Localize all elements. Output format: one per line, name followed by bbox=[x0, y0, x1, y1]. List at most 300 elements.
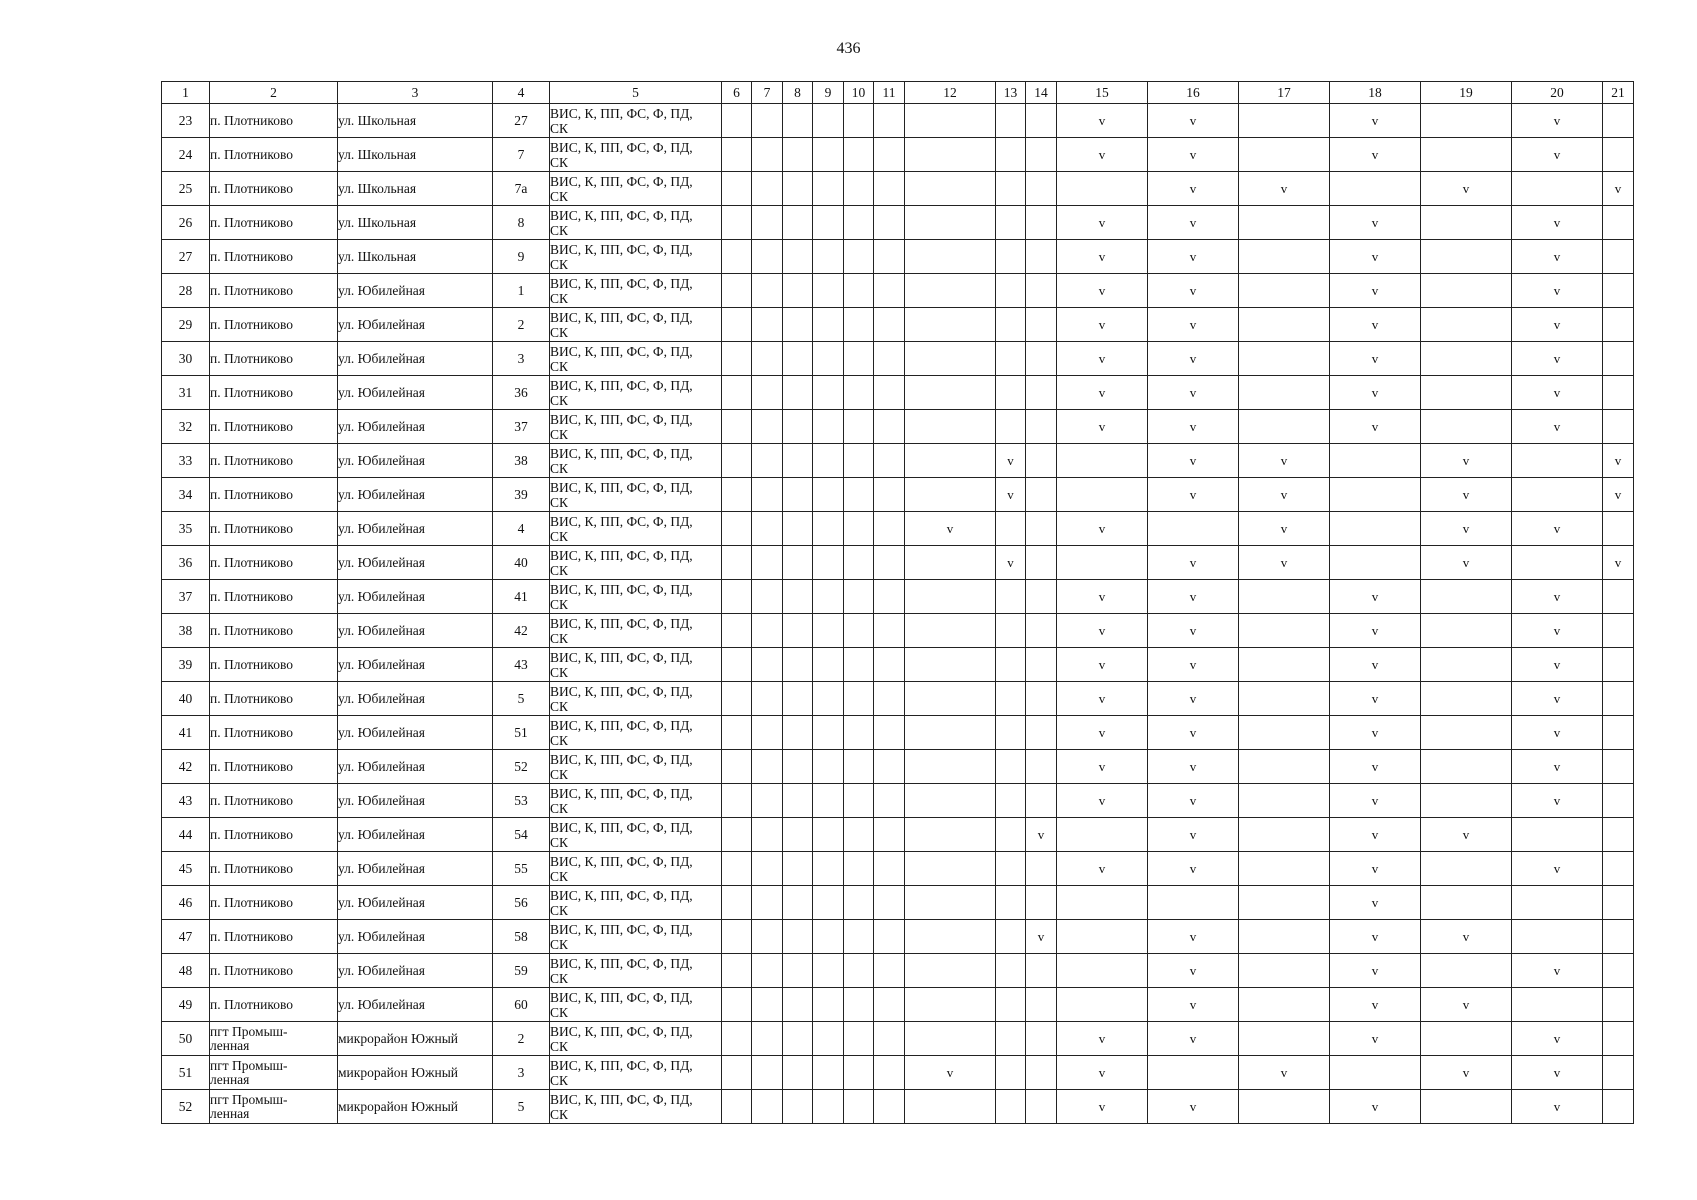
mark-cell-col-7 bbox=[752, 920, 783, 954]
mark-cell-col-16 bbox=[1148, 138, 1239, 172]
mark-cell-col-18 bbox=[1330, 1090, 1421, 1124]
mark-cell-col-20 bbox=[1512, 648, 1603, 682]
check-mark: v bbox=[1371, 962, 1379, 978]
mark-cell-col-19 bbox=[1421, 512, 1512, 546]
codes-cell bbox=[550, 342, 722, 376]
mark-cell-col-10 bbox=[844, 172, 874, 206]
mark-cell-col-17 bbox=[1239, 512, 1330, 546]
codes-line: ВИС, К, ПП, ФС, Ф, ПД, bbox=[550, 955, 693, 971]
codes-cell bbox=[550, 1022, 722, 1056]
mark-cell-col-21 bbox=[1603, 750, 1634, 784]
locality-cell bbox=[210, 920, 338, 954]
column-header-1: 1 bbox=[162, 82, 210, 104]
mark-cell-col-6 bbox=[722, 1056, 752, 1090]
table-row bbox=[162, 614, 1634, 648]
mark-cell-col-13 bbox=[996, 818, 1026, 852]
mark-cell-col-20 bbox=[1512, 308, 1603, 342]
mark-cell-col-18 bbox=[1330, 104, 1421, 138]
mark-cell-col-15 bbox=[1057, 784, 1148, 818]
mark-cell-col-15 bbox=[1057, 750, 1148, 784]
mark-cell-col-8 bbox=[783, 172, 813, 206]
mark-cell-col-11 bbox=[874, 954, 905, 988]
mark-cell-col-16 bbox=[1148, 784, 1239, 818]
mark-cell-col-19 bbox=[1421, 920, 1512, 954]
mark-cell-col-8 bbox=[783, 104, 813, 138]
mark-cell-col-12 bbox=[905, 138, 996, 172]
check-mark: v bbox=[1098, 690, 1106, 706]
mark-cell-col-15 bbox=[1057, 172, 1148, 206]
check-mark: v bbox=[1189, 690, 1197, 706]
row-number-cell: 34 bbox=[162, 478, 210, 512]
locality-line: п. Плотниково bbox=[210, 282, 294, 298]
mark-cell-col-11 bbox=[874, 1056, 905, 1090]
mark-cell-col-17 bbox=[1239, 954, 1330, 988]
mark-cell-col-19 bbox=[1421, 546, 1512, 580]
house-number-cell: 37 bbox=[493, 410, 550, 444]
mark-cell-col-20 bbox=[1512, 920, 1603, 954]
check-mark: v bbox=[1098, 622, 1106, 638]
codes-line: ВИС, К, ПП, ФС, Ф, ПД, bbox=[550, 547, 693, 563]
codes-line: СК bbox=[550, 936, 569, 952]
column-header-7: 7 bbox=[752, 82, 783, 104]
table-row bbox=[162, 104, 1634, 138]
mark-cell-col-17 bbox=[1239, 172, 1330, 206]
mark-cell-col-18 bbox=[1330, 308, 1421, 342]
mark-cell-col-7 bbox=[752, 478, 783, 512]
house-number-cell: 42 bbox=[493, 614, 550, 648]
table-row bbox=[162, 750, 1634, 784]
mark-cell-col-20 bbox=[1512, 750, 1603, 784]
mark-cell-col-16 bbox=[1148, 478, 1239, 512]
mark-cell-col-21 bbox=[1603, 852, 1634, 886]
check-mark: v bbox=[1553, 1098, 1561, 1114]
mark-cell-col-14 bbox=[1026, 614, 1057, 648]
locality-line: п. Плотниково bbox=[210, 248, 294, 264]
mark-cell-col-7 bbox=[752, 206, 783, 240]
locality-cell bbox=[210, 648, 338, 682]
mark-cell-col-16 bbox=[1148, 988, 1239, 1022]
mark-cell-col-17 bbox=[1239, 376, 1330, 410]
mark-cell-col-18 bbox=[1330, 784, 1421, 818]
mark-cell-col-16 bbox=[1148, 512, 1239, 546]
codes-line: СК bbox=[550, 596, 569, 612]
mark-cell-col-17 bbox=[1239, 886, 1330, 920]
check-mark: v bbox=[1280, 180, 1288, 196]
column-header-4: 4 bbox=[493, 82, 550, 104]
mark-cell-col-7 bbox=[752, 886, 783, 920]
codes-cell bbox=[550, 954, 722, 988]
mark-cell-col-16 bbox=[1148, 852, 1239, 886]
mark-cell-col-11 bbox=[874, 1022, 905, 1056]
codes-line: ВИС, К, ПП, ФС, Ф, ПД, bbox=[550, 1057, 693, 1073]
mark-cell-col-19 bbox=[1421, 240, 1512, 274]
check-mark: v bbox=[946, 1064, 954, 1080]
row-number-cell: 27 bbox=[162, 240, 210, 274]
check-mark: v bbox=[1189, 418, 1197, 434]
mark-cell-col-9 bbox=[813, 954, 844, 988]
mark-cell-col-7 bbox=[752, 104, 783, 138]
mark-cell-col-13 bbox=[996, 376, 1026, 410]
check-mark: v bbox=[1614, 554, 1622, 570]
mark-cell-col-16 bbox=[1148, 580, 1239, 614]
mark-cell-col-10 bbox=[844, 1056, 874, 1090]
mark-cell-col-7 bbox=[752, 784, 783, 818]
mark-cell-col-12 bbox=[905, 342, 996, 376]
check-mark: v bbox=[1189, 112, 1197, 128]
row-number-cell: 39 bbox=[162, 648, 210, 682]
mark-cell-col-12 bbox=[905, 274, 996, 308]
codes-line: СК bbox=[550, 358, 569, 374]
mark-cell-col-10 bbox=[844, 1090, 874, 1124]
mark-cell-col-6 bbox=[722, 512, 752, 546]
check-mark: v bbox=[1553, 656, 1561, 672]
mark-cell-col-9 bbox=[813, 716, 844, 750]
codes-line: СК bbox=[550, 868, 569, 884]
mark-cell-col-20 bbox=[1512, 274, 1603, 308]
mark-cell-col-10 bbox=[844, 784, 874, 818]
mark-cell-col-12 bbox=[905, 682, 996, 716]
mark-cell-col-20 bbox=[1512, 988, 1603, 1022]
mark-cell-col-16 bbox=[1148, 1056, 1239, 1090]
codes-line: ВИС, К, ПП, ФС, Ф, ПД, bbox=[550, 377, 693, 393]
mark-cell-col-12 bbox=[905, 104, 996, 138]
mark-cell-col-8 bbox=[783, 478, 813, 512]
locality-line: ленная bbox=[210, 1037, 250, 1053]
locality-cell bbox=[210, 206, 338, 240]
mark-cell-col-15 bbox=[1057, 954, 1148, 988]
mark-cell-col-8 bbox=[783, 988, 813, 1022]
mark-cell-col-21 bbox=[1603, 614, 1634, 648]
house-number-cell: 2 bbox=[493, 308, 550, 342]
locality-cell bbox=[210, 750, 338, 784]
mark-cell-col-6 bbox=[722, 206, 752, 240]
locality-line: п. Плотниково bbox=[210, 418, 294, 434]
codes-line: СК bbox=[550, 834, 569, 850]
house-number-cell: 2 bbox=[493, 1022, 550, 1056]
codes-line: ВИС, К, ПП, ФС, Ф, ПД, bbox=[550, 751, 693, 767]
check-mark: v bbox=[1553, 1064, 1561, 1080]
mark-cell-col-11 bbox=[874, 104, 905, 138]
check-mark: v bbox=[1553, 248, 1561, 264]
mark-cell-col-19 bbox=[1421, 1090, 1512, 1124]
mark-cell-col-13 bbox=[996, 988, 1026, 1022]
mark-cell-col-6 bbox=[722, 818, 752, 852]
codes-line: СК bbox=[550, 528, 569, 544]
mark-cell-col-20 bbox=[1512, 206, 1603, 240]
mark-cell-col-9 bbox=[813, 546, 844, 580]
row-number-cell: 49 bbox=[162, 988, 210, 1022]
mark-cell-col-6 bbox=[722, 138, 752, 172]
locality-cell bbox=[210, 988, 338, 1022]
mark-cell-col-17 bbox=[1239, 750, 1330, 784]
codes-line: СК bbox=[550, 426, 569, 442]
mark-cell-col-8 bbox=[783, 682, 813, 716]
mark-cell-col-17 bbox=[1239, 920, 1330, 954]
check-mark: v bbox=[1553, 792, 1561, 808]
mark-cell-col-20 bbox=[1512, 716, 1603, 750]
locality-line: п. Плотниково bbox=[210, 656, 294, 672]
locality-cell bbox=[210, 410, 338, 444]
check-mark: v bbox=[1371, 350, 1379, 366]
mark-cell-col-17 bbox=[1239, 104, 1330, 138]
codes-line: СК bbox=[550, 970, 569, 986]
mark-cell-col-17 bbox=[1239, 852, 1330, 886]
codes-line: СК bbox=[550, 324, 569, 340]
check-mark: v bbox=[1371, 146, 1379, 162]
mark-cell-col-21 bbox=[1603, 954, 1634, 988]
check-mark: v bbox=[1553, 860, 1561, 876]
mark-cell-col-10 bbox=[844, 988, 874, 1022]
house-number-cell: 55 bbox=[493, 852, 550, 886]
codes-line: ВИС, К, ПП, ФС, Ф, ПД, bbox=[550, 717, 693, 733]
locality-cell bbox=[210, 1056, 338, 1090]
codes-cell bbox=[550, 376, 722, 410]
table-row bbox=[162, 852, 1634, 886]
mark-cell-col-15 bbox=[1057, 716, 1148, 750]
locality-cell bbox=[210, 1022, 338, 1056]
check-mark: v bbox=[1553, 112, 1561, 128]
locality-line: п. Плотниково bbox=[210, 690, 294, 706]
mark-cell-col-12 bbox=[905, 954, 996, 988]
table-row bbox=[162, 342, 1634, 376]
codes-cell bbox=[550, 648, 722, 682]
mark-cell-col-11 bbox=[874, 580, 905, 614]
mark-cell-col-11 bbox=[874, 852, 905, 886]
mark-cell-col-20 bbox=[1512, 410, 1603, 444]
check-mark: v bbox=[1462, 1064, 1470, 1080]
check-mark: v bbox=[1462, 520, 1470, 536]
check-mark: v bbox=[1553, 622, 1561, 638]
check-mark: v bbox=[1462, 452, 1470, 468]
mark-cell-col-8 bbox=[783, 818, 813, 852]
mark-cell-col-12 bbox=[905, 240, 996, 274]
check-mark: v bbox=[1037, 826, 1045, 842]
codes-line: ВИС, К, ПП, ФС, Ф, ПД, bbox=[550, 615, 693, 631]
mark-cell-col-14 bbox=[1026, 104, 1057, 138]
mark-cell-col-11 bbox=[874, 818, 905, 852]
mark-cell-col-10 bbox=[844, 920, 874, 954]
mark-cell-col-16 bbox=[1148, 920, 1239, 954]
mark-cell-col-6 bbox=[722, 342, 752, 376]
locality-cell bbox=[210, 818, 338, 852]
mark-cell-col-16 bbox=[1148, 444, 1239, 478]
check-mark: v bbox=[1098, 282, 1106, 298]
mark-cell-col-20 bbox=[1512, 240, 1603, 274]
codes-line: ВИС, К, ПП, ФС, Ф, ПД, bbox=[550, 479, 693, 495]
mark-cell-col-8 bbox=[783, 444, 813, 478]
check-mark: v bbox=[1371, 112, 1379, 128]
locality-cell bbox=[210, 138, 338, 172]
mark-cell-col-11 bbox=[874, 172, 905, 206]
mark-cell-col-6 bbox=[722, 886, 752, 920]
check-mark: v bbox=[1189, 588, 1197, 604]
codes-line: ВИС, К, ПП, ФС, Ф, ПД, bbox=[550, 921, 693, 937]
codes-cell bbox=[550, 138, 722, 172]
codes-cell bbox=[550, 478, 722, 512]
mark-cell-col-8 bbox=[783, 240, 813, 274]
mark-cell-col-15 bbox=[1057, 920, 1148, 954]
mark-cell-col-7 bbox=[752, 954, 783, 988]
mark-cell-col-7 bbox=[752, 818, 783, 852]
mark-cell-col-12 bbox=[905, 1090, 996, 1124]
mark-cell-col-13 bbox=[996, 206, 1026, 240]
mark-cell-col-18 bbox=[1330, 546, 1421, 580]
mark-cell-col-12 bbox=[905, 648, 996, 682]
mark-cell-col-8 bbox=[783, 852, 813, 886]
mark-cell-col-18 bbox=[1330, 478, 1421, 512]
mark-cell-col-20 bbox=[1512, 1056, 1603, 1090]
row-number-cell: 26 bbox=[162, 206, 210, 240]
mark-cell-col-20 bbox=[1512, 682, 1603, 716]
codes-line: СК bbox=[550, 800, 569, 816]
codes-line: ВИС, К, ПП, ФС, Ф, ПД, bbox=[550, 445, 693, 461]
street-cell: ул. Юбилейная bbox=[338, 444, 493, 478]
mark-cell-col-17 bbox=[1239, 240, 1330, 274]
mark-cell-col-18 bbox=[1330, 750, 1421, 784]
street-cell: ул. Юбилейная bbox=[338, 920, 493, 954]
codes-cell bbox=[550, 614, 722, 648]
mark-cell-col-20 bbox=[1512, 444, 1603, 478]
locality-cell bbox=[210, 784, 338, 818]
locality-cell bbox=[210, 682, 338, 716]
mark-cell-col-7 bbox=[752, 512, 783, 546]
mark-cell-col-8 bbox=[783, 342, 813, 376]
codes-cell bbox=[550, 988, 722, 1022]
street-cell: ул. Юбилейная bbox=[338, 274, 493, 308]
street-cell: микрорайон Южный bbox=[338, 1056, 493, 1090]
codes-cell bbox=[550, 308, 722, 342]
mark-cell-col-20 bbox=[1512, 546, 1603, 580]
mark-cell-col-10 bbox=[844, 546, 874, 580]
mark-cell-col-6 bbox=[722, 750, 752, 784]
locality-line: ленная bbox=[210, 1105, 250, 1121]
mark-cell-col-15 bbox=[1057, 1022, 1148, 1056]
row-number-cell: 33 bbox=[162, 444, 210, 478]
mark-cell-col-18 bbox=[1330, 342, 1421, 376]
mark-cell-col-14 bbox=[1026, 1090, 1057, 1124]
check-mark: v bbox=[1189, 554, 1197, 570]
mark-cell-col-7 bbox=[752, 240, 783, 274]
mark-cell-col-17 bbox=[1239, 478, 1330, 512]
mark-cell-col-15 bbox=[1057, 818, 1148, 852]
check-mark: v bbox=[1189, 1030, 1197, 1046]
street-cell: ул. Юбилейная bbox=[338, 376, 493, 410]
check-mark: v bbox=[1553, 316, 1561, 332]
table-row bbox=[162, 682, 1634, 716]
mark-cell-col-8 bbox=[783, 206, 813, 240]
mark-cell-col-11 bbox=[874, 342, 905, 376]
mark-cell-col-19 bbox=[1421, 206, 1512, 240]
mark-cell-col-21 bbox=[1603, 274, 1634, 308]
codes-cell bbox=[550, 172, 722, 206]
table-row bbox=[162, 784, 1634, 818]
mark-cell-col-18 bbox=[1330, 512, 1421, 546]
check-mark: v bbox=[1098, 860, 1106, 876]
house-number-cell: 1 bbox=[493, 274, 550, 308]
mark-cell-col-13 bbox=[996, 614, 1026, 648]
mark-cell-col-9 bbox=[813, 1056, 844, 1090]
mark-cell-col-13 bbox=[996, 920, 1026, 954]
mark-cell-col-13 bbox=[996, 512, 1026, 546]
data-table bbox=[161, 81, 1634, 1124]
codes-line: ВИС, К, ПП, ФС, Ф, ПД, bbox=[550, 581, 693, 597]
table-body bbox=[162, 104, 1634, 1124]
table-row bbox=[162, 886, 1634, 920]
locality-line: п. Плотниково bbox=[210, 316, 294, 332]
codes-line: СК bbox=[550, 392, 569, 408]
column-header-9: 9 bbox=[813, 82, 844, 104]
mark-cell-col-13 bbox=[996, 784, 1026, 818]
mark-cell-col-6 bbox=[722, 1022, 752, 1056]
street-cell: ул. Юбилейная bbox=[338, 580, 493, 614]
locality-line: п. Плотниково bbox=[210, 146, 294, 162]
mark-cell-col-19 bbox=[1421, 274, 1512, 308]
row-number-cell: 47 bbox=[162, 920, 210, 954]
mark-cell-col-14 bbox=[1026, 988, 1057, 1022]
mark-cell-col-18 bbox=[1330, 852, 1421, 886]
mark-cell-col-14 bbox=[1026, 342, 1057, 376]
mark-cell-col-19 bbox=[1421, 648, 1512, 682]
mark-cell-col-21 bbox=[1603, 920, 1634, 954]
column-header-6: 6 bbox=[722, 82, 752, 104]
check-mark: v bbox=[1189, 724, 1197, 740]
street-cell: ул. Юбилейная bbox=[338, 546, 493, 580]
table-row bbox=[162, 376, 1634, 410]
mark-cell-col-6 bbox=[722, 546, 752, 580]
locality-line: п. Плотниково bbox=[210, 928, 294, 944]
row-number-cell: 24 bbox=[162, 138, 210, 172]
check-mark: v bbox=[1371, 894, 1379, 910]
mark-cell-col-21 bbox=[1603, 716, 1634, 750]
mark-cell-col-15 bbox=[1057, 104, 1148, 138]
mark-cell-col-6 bbox=[722, 104, 752, 138]
mark-cell-col-14 bbox=[1026, 1022, 1057, 1056]
column-header-13: 13 bbox=[996, 82, 1026, 104]
column-header-17: 17 bbox=[1239, 82, 1330, 104]
mark-cell-col-18 bbox=[1330, 1022, 1421, 1056]
table-row bbox=[162, 920, 1634, 954]
check-mark: v bbox=[1189, 214, 1197, 230]
check-mark: v bbox=[1098, 350, 1106, 366]
codes-cell bbox=[550, 818, 722, 852]
mark-cell-col-12 bbox=[905, 410, 996, 444]
mark-cell-col-14 bbox=[1026, 920, 1057, 954]
mark-cell-col-9 bbox=[813, 478, 844, 512]
mark-cell-col-20 bbox=[1512, 818, 1603, 852]
table-row bbox=[162, 240, 1634, 274]
check-mark: v bbox=[1098, 1064, 1106, 1080]
mark-cell-col-6 bbox=[722, 172, 752, 206]
street-cell: ул. Юбилейная bbox=[338, 852, 493, 886]
mark-cell-col-7 bbox=[752, 1056, 783, 1090]
mark-cell-col-12 bbox=[905, 172, 996, 206]
mark-cell-col-21 bbox=[1603, 1090, 1634, 1124]
house-number-cell: 52 bbox=[493, 750, 550, 784]
codes-line: ВИС, К, ПП, ФС, Ф, ПД, bbox=[550, 649, 693, 665]
codes-line: СК bbox=[550, 256, 569, 272]
mark-cell-col-10 bbox=[844, 444, 874, 478]
mark-cell-col-11 bbox=[874, 274, 905, 308]
mark-cell-col-11 bbox=[874, 308, 905, 342]
row-number-cell: 44 bbox=[162, 818, 210, 852]
mark-cell-col-17 bbox=[1239, 682, 1330, 716]
mark-cell-col-17 bbox=[1239, 1056, 1330, 1090]
mark-cell-col-13 bbox=[996, 716, 1026, 750]
mark-cell-col-12 bbox=[905, 308, 996, 342]
locality-cell bbox=[210, 376, 338, 410]
mark-cell-col-6 bbox=[722, 920, 752, 954]
mark-cell-col-7 bbox=[752, 614, 783, 648]
